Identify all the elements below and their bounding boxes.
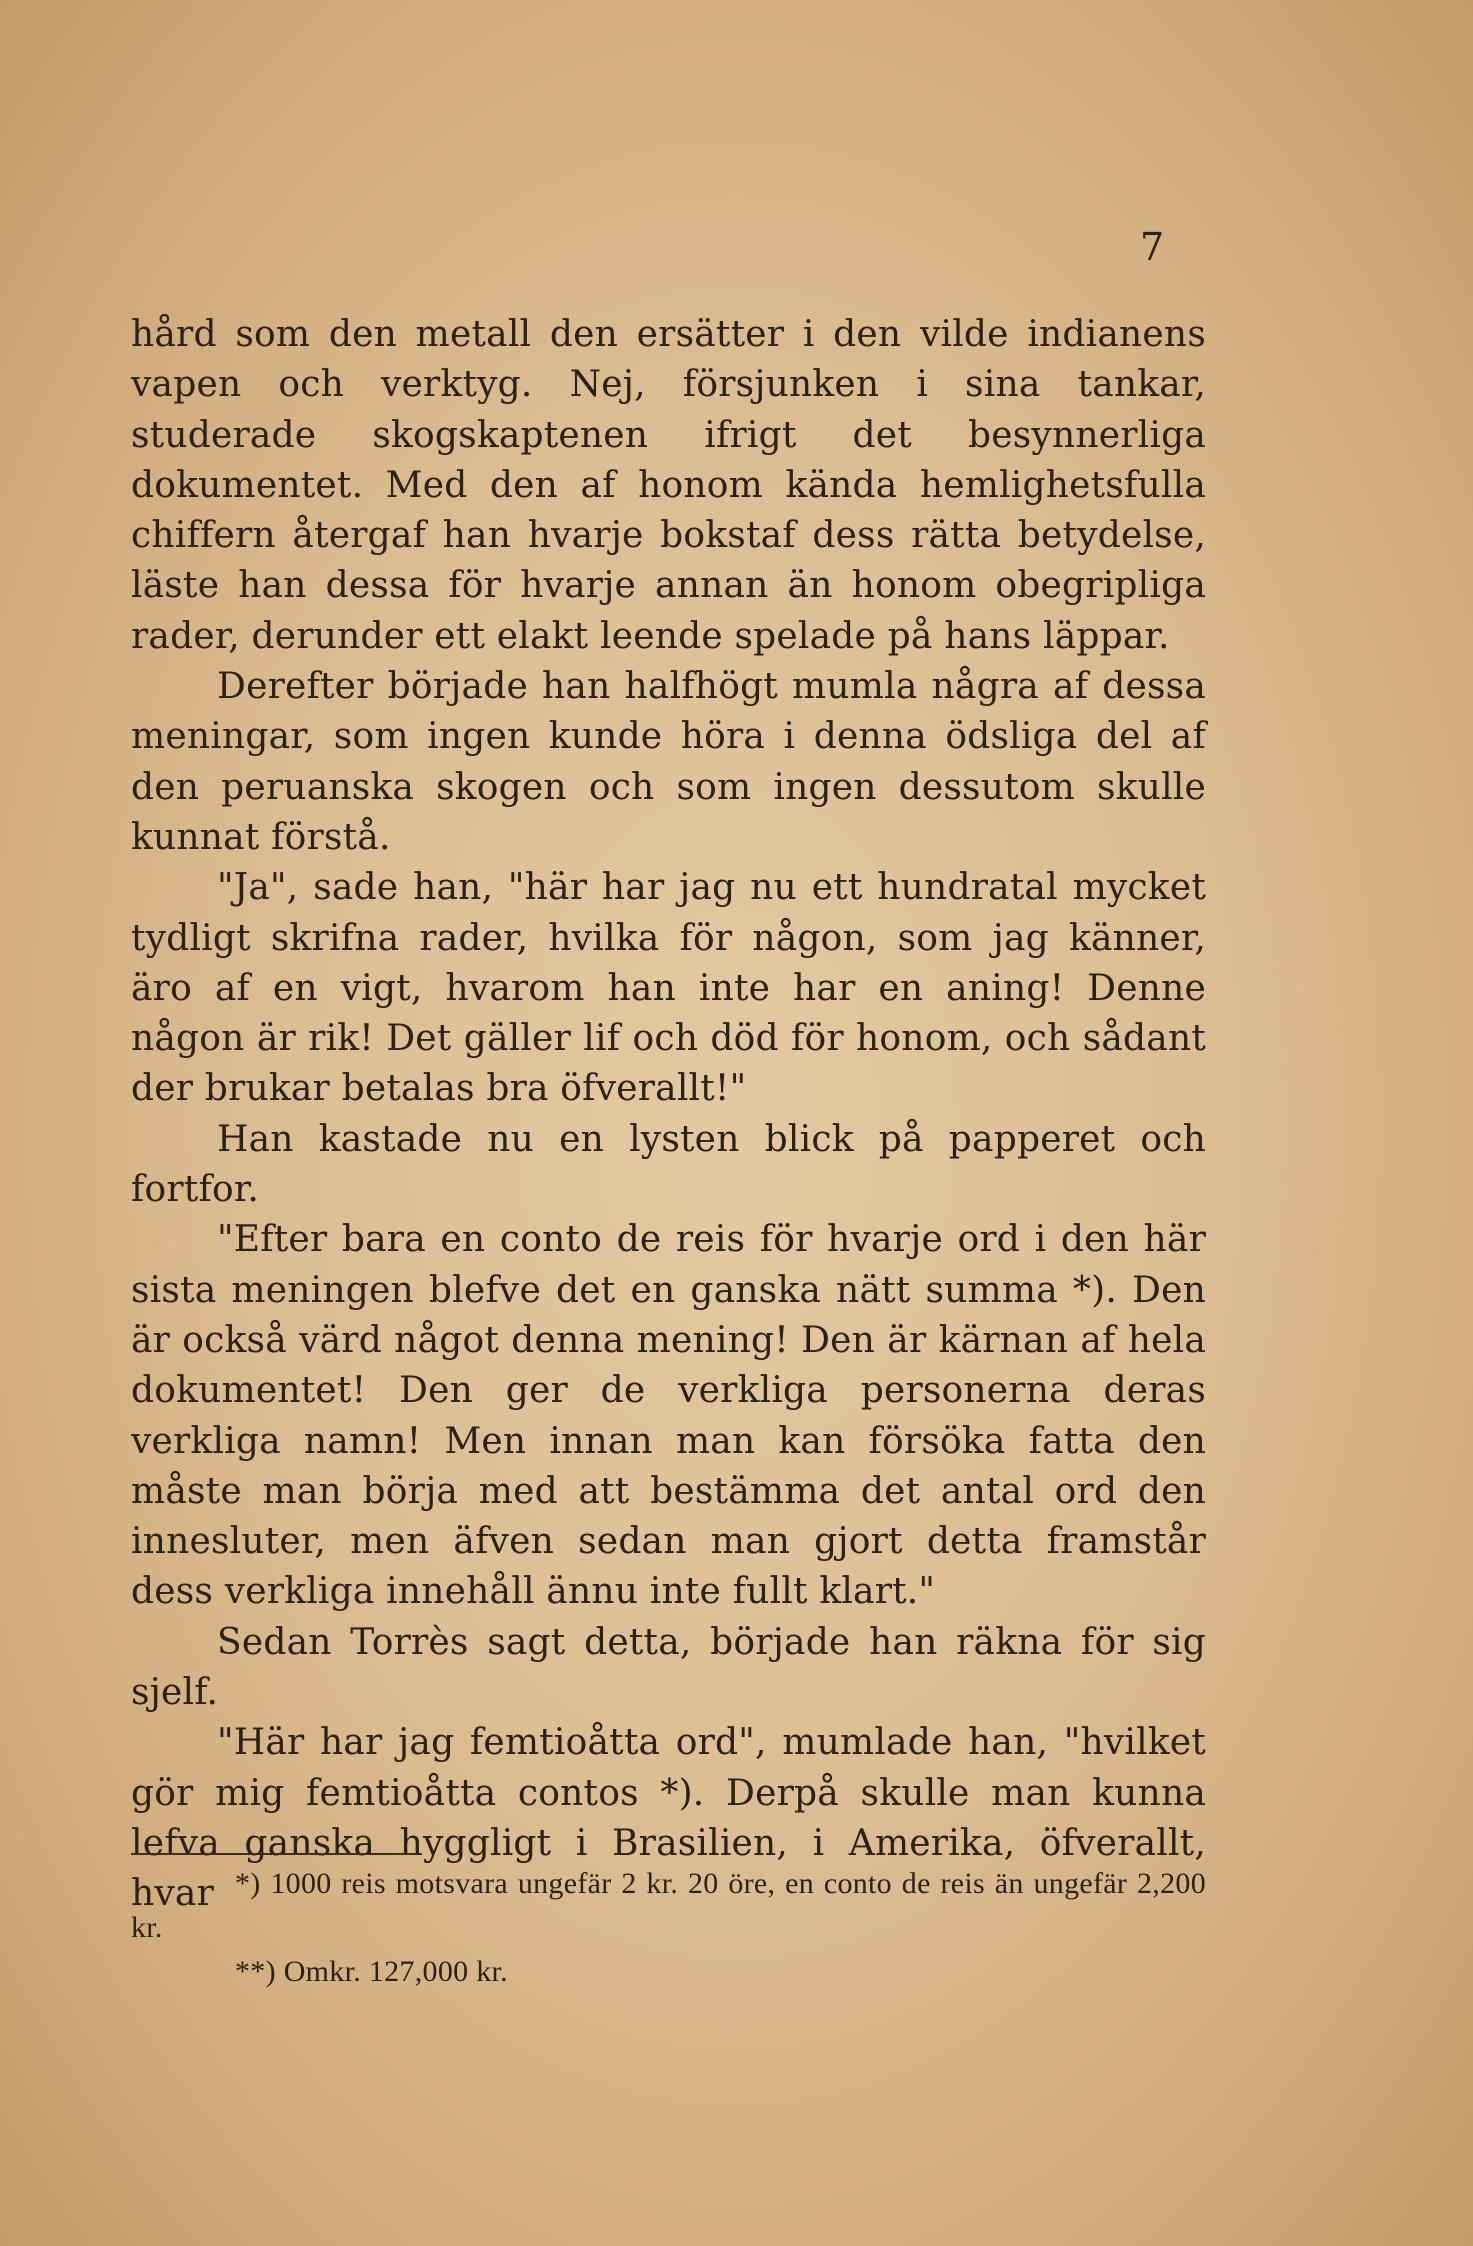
paragraph-4: Han kastade nu en lysten blick på papperet och fortfor. bbox=[131, 1118, 1206, 1211]
paragraph-5: "Efter bara en conto de reis för hvarje ord i den här sista meningen blefve det en ganska nätt summa *). Den är också värd något denna mening! Den är kärnan af hela dokumentet! Den ger de verkliga personerna deras verkliga namn! Men innan man kan försöka fatta den måste man börja med att bestämma det antal ord den innesluter, men äfven sedan man gjort detta framstår dess verkliga innehåll ännu inte fullt klart." bbox=[131, 1219, 1206, 1613]
paragraph-1: hård som den metall den ersätter i den vilde indianens vapen och verktyg. Nej, försjunken i sina tankar, studerade skogskaptenen ifrigt det besynnerliga dokumentet. Med den af honom kända hemlighetsfulla chiffern återgaf han hvarje bokstaf dess rätta betydelse, läste han dessa för hvarje annan än honom obegripliga rader, derunder ett elakt leende spelade på hans läppar. bbox=[131, 314, 1206, 657]
body-text bbox=[131, 310, 1206, 1920]
footnote-1: *) 1000 reis motsvara ungefär 2 kr. 20 öre, en conto de reis än ungefär 2,200 kr. bbox=[131, 1867, 1206, 1944]
paragraph-6: Sedan Torrès sagt detta, började han räkna för sig sjelf. bbox=[131, 1621, 1206, 1714]
paragraph-7: "Här har jag femtioåtta ord", mumlade han, "hvilket gör mig femtioåtta contos *). Derpå skulle man kunna lefva ganska hyggligt i Brasilien, i Amerika, öfverallt, hvar bbox=[131, 1722, 1206, 1915]
footnote-divider bbox=[131, 1853, 413, 1855]
footnote-2: **) Omkr. 127,000 kr. bbox=[235, 1955, 508, 1988]
paragraph-2: Derefter började han halfhögt mumla några af dessa meningar, som ingen kunde höra i denna ödsliga del af den peruanska skogen och som ingen dessutom skulle kunnat förstå. bbox=[131, 666, 1206, 858]
page-number: 7 bbox=[1140, 225, 1165, 269]
footnotes bbox=[131, 1862, 1206, 1994]
paragraph-3: "Ja", sade han, "här har jag nu ett hundratal mycket tydligt skrifna rader, hvilka för någon, som jag känner, äro af en vigt, hvarom han inte har en aning! Denne någon är rik! Det gäller lif och död för honom, och sådant der brukar betalas bra öfverallt!" bbox=[131, 867, 1206, 1110]
